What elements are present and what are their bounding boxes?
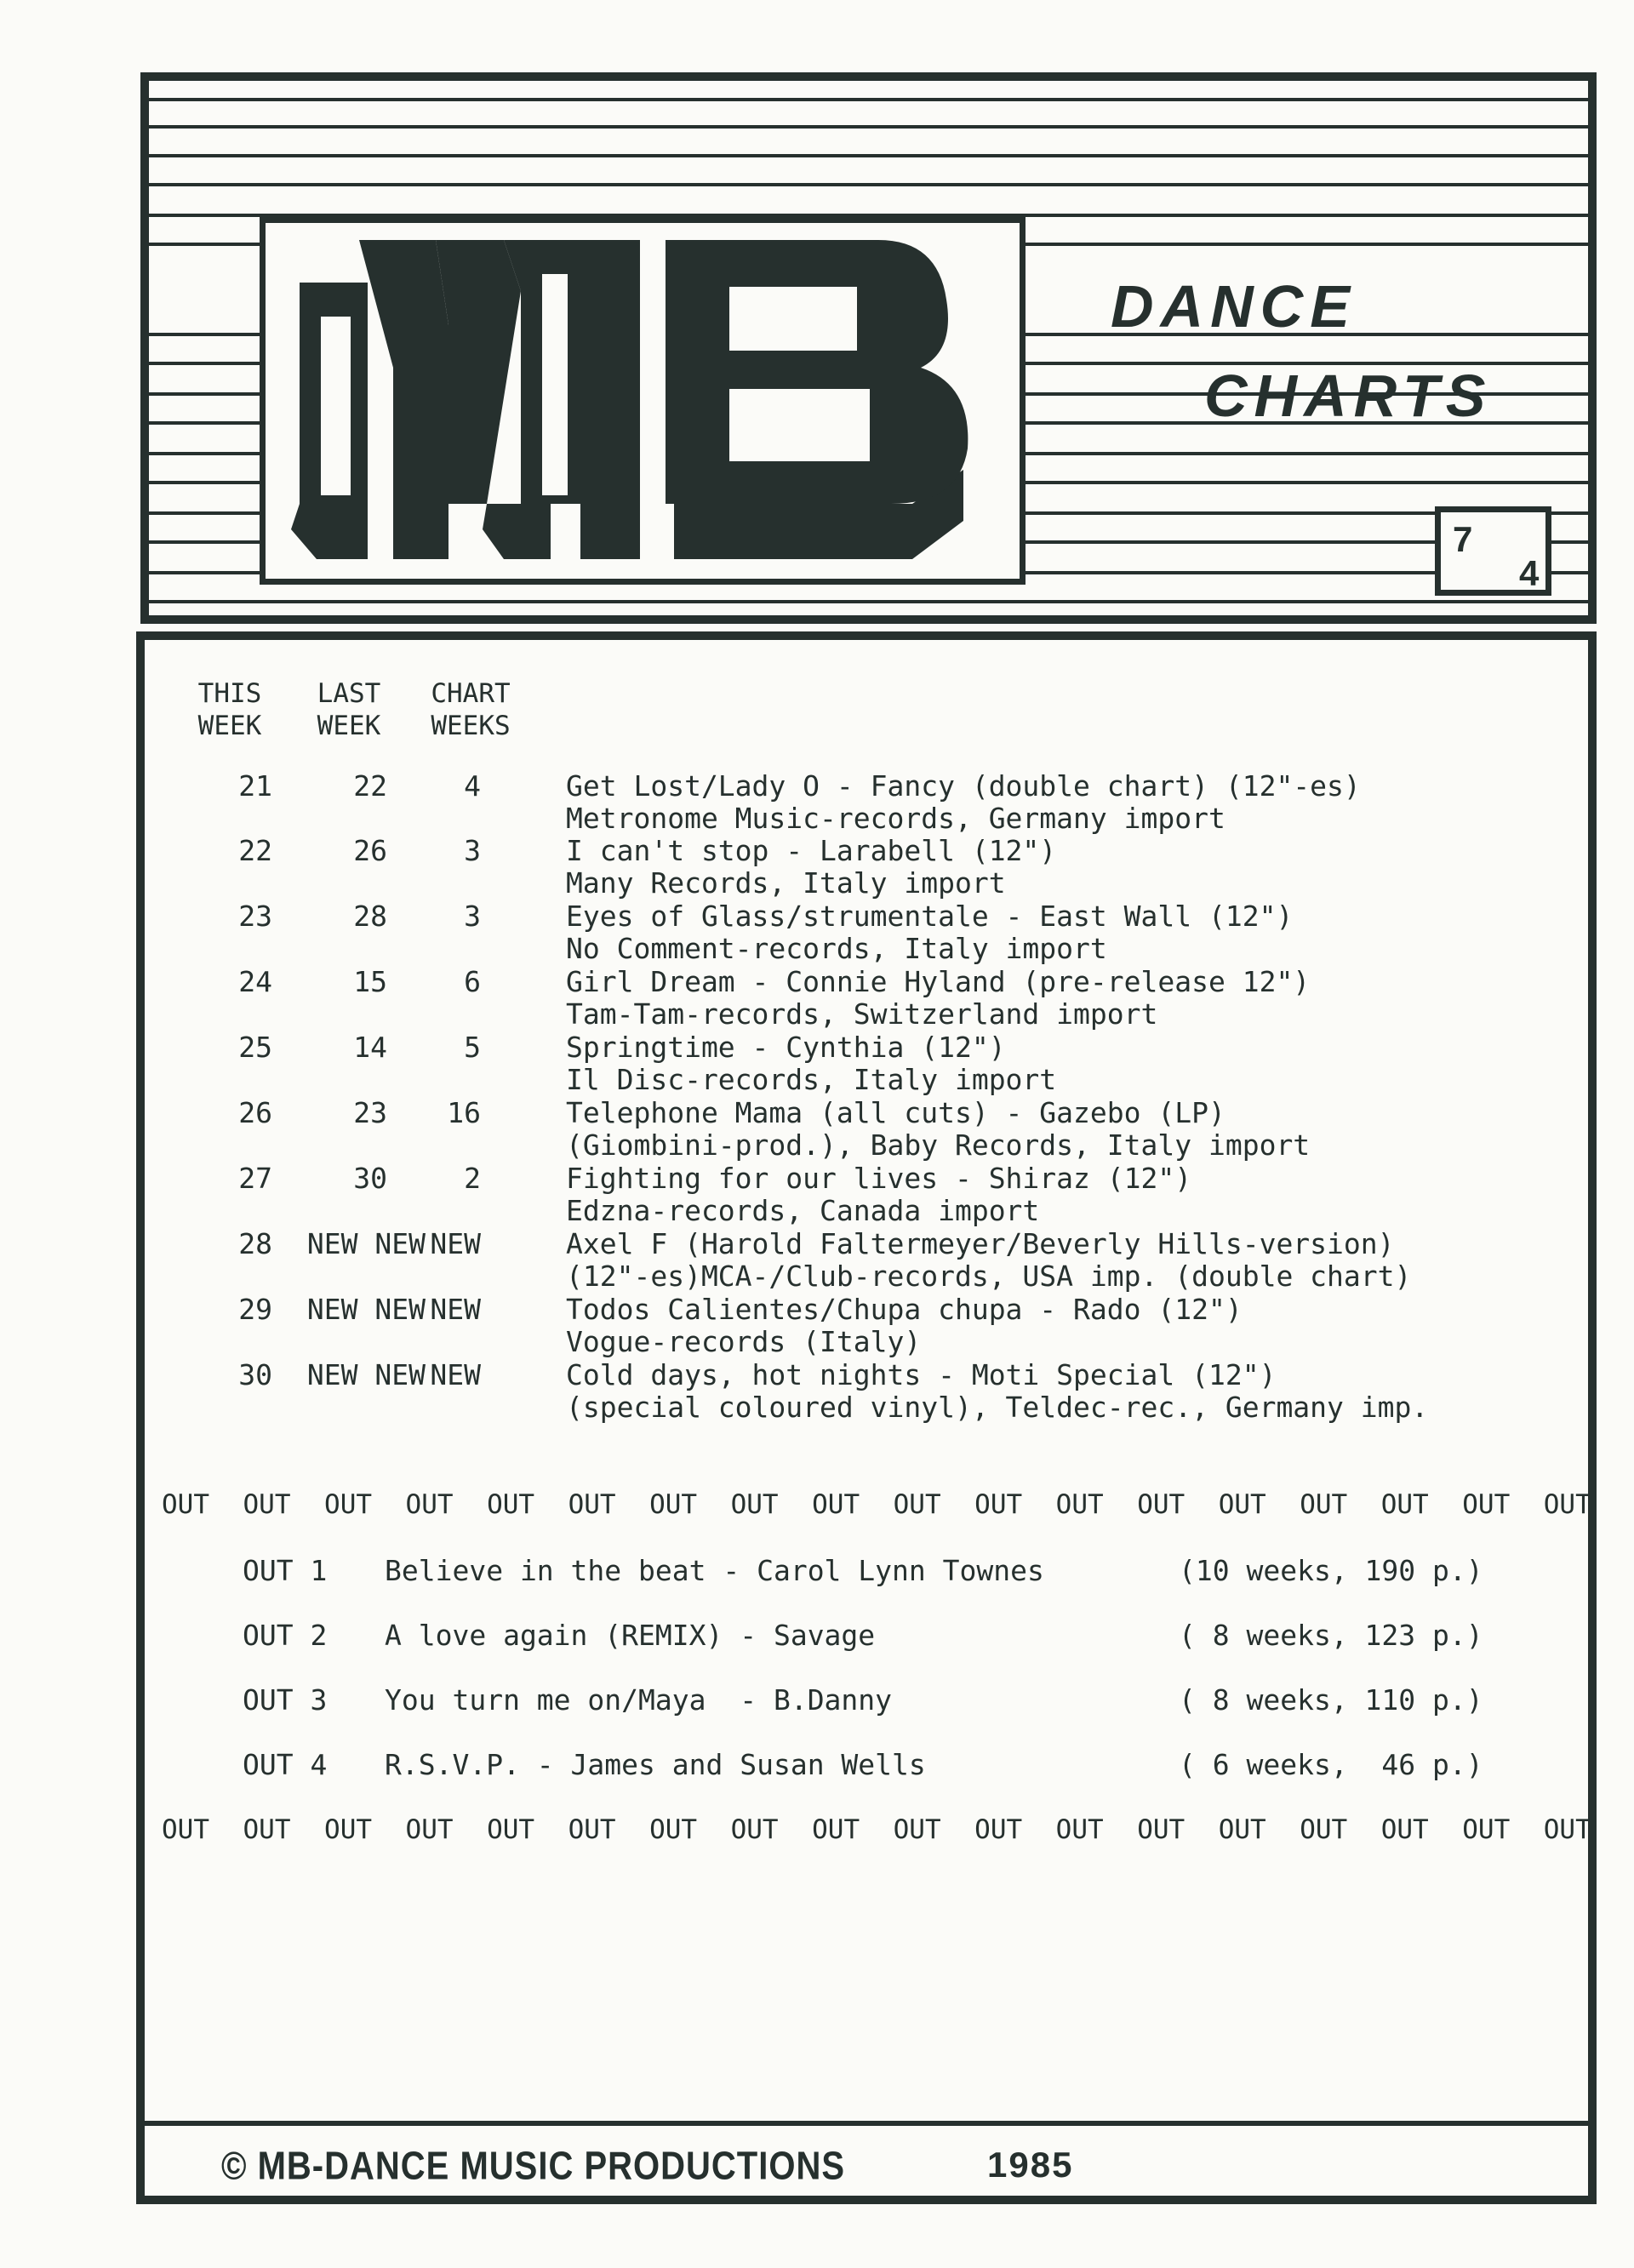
out-word: OUT bbox=[243, 1489, 291, 1520]
column-header-line: WEEK bbox=[317, 711, 381, 741]
out-word: OUT bbox=[1462, 1489, 1511, 1520]
last-week-position: NEW NEW bbox=[306, 1227, 426, 1260]
out-word: OUT bbox=[1543, 1814, 1591, 1845]
out-title: Believe in the beat - Carol Lynn Townes bbox=[385, 1554, 1044, 1587]
out-word: OUT bbox=[405, 1814, 454, 1845]
entry-label: Edzna-records, Canada import bbox=[566, 1194, 1040, 1227]
column-header-line: THIS bbox=[197, 678, 262, 709]
last-week-position: NEW NEW bbox=[306, 1358, 426, 1391]
chart-entry bbox=[145, 834, 1591, 899]
chart-entry bbox=[145, 1162, 1591, 1226]
chart-entry bbox=[145, 1096, 1591, 1161]
last-week-position: 22 bbox=[353, 769, 387, 803]
last-week-position: 15 bbox=[353, 965, 387, 998]
last-week-position: 23 bbox=[353, 1096, 387, 1129]
logo bbox=[260, 217, 1026, 585]
header-stripe bbox=[149, 98, 1588, 101]
entry-title: I can't stop - Larabell (12") bbox=[566, 834, 1057, 867]
entry-title: Fighting for our lives - Shiraz (12") bbox=[566, 1162, 1192, 1195]
column-header-last-week bbox=[294, 677, 404, 742]
this-week-position: 22 bbox=[238, 834, 272, 867]
column-header-this-week bbox=[174, 677, 285, 742]
footer-divider bbox=[145, 2121, 1588, 2126]
header-stripe bbox=[149, 154, 1588, 157]
last-week-position: 14 bbox=[353, 1031, 387, 1064]
last-week-position: 30 bbox=[353, 1162, 387, 1195]
entry-title: Springtime - Cynthia (12") bbox=[566, 1031, 1006, 1064]
this-week-position: 21 bbox=[238, 769, 272, 803]
out-word: OUT bbox=[1218, 1814, 1266, 1845]
out-word: OUT bbox=[487, 1814, 535, 1845]
entry-label: (12"-es)MCA-/Club-records, USA imp. (double chart) bbox=[566, 1260, 1412, 1293]
chart-entry bbox=[145, 1293, 1591, 1357]
chart-weeks: 3 bbox=[464, 834, 481, 867]
chart-entry bbox=[145, 1031, 1591, 1095]
out-word: OUT bbox=[1380, 1489, 1429, 1520]
out-word: OUT bbox=[1055, 1814, 1104, 1845]
out-stats: (10 weeks, 190 p.) bbox=[1179, 1554, 1483, 1587]
out-word: OUT bbox=[243, 1814, 291, 1845]
out-word: OUT bbox=[812, 1814, 860, 1845]
out-word: OUT bbox=[649, 1814, 698, 1845]
footer-copyright: © MB-DANCE MUSIC PRODUCTIONS bbox=[221, 2145, 846, 2188]
out-word: OUT bbox=[1300, 1489, 1348, 1520]
chart-weeks: 3 bbox=[464, 900, 481, 933]
out-title: A love again (REMIX) - Savage bbox=[385, 1619, 876, 1652]
header-stripe bbox=[149, 125, 1588, 129]
last-week-position: 26 bbox=[353, 834, 387, 867]
chart-entry bbox=[145, 769, 1591, 834]
this-week-position: 24 bbox=[238, 965, 272, 998]
this-week-position: 30 bbox=[238, 1358, 272, 1391]
out-word: OUT bbox=[730, 1489, 779, 1520]
chart-entry bbox=[145, 1358, 1591, 1423]
entry-label: Metronome Music-records, Germany import bbox=[566, 802, 1226, 835]
out-word: OUT bbox=[1218, 1489, 1266, 1520]
out-word: OUT bbox=[812, 1489, 860, 1520]
this-week-position: 26 bbox=[238, 1096, 272, 1129]
title-charts: CHARTS bbox=[1204, 363, 1493, 429]
out-word: OUT bbox=[568, 1489, 616, 1520]
entry-title: Cold days, hot nights - Moti Special (12") bbox=[566, 1358, 1277, 1391]
chart-weeks: NEW bbox=[430, 1227, 481, 1260]
column-header-line: WEEKS bbox=[431, 711, 511, 741]
title-dance: DANCE bbox=[1111, 273, 1357, 340]
this-week-position: 28 bbox=[238, 1227, 272, 1260]
header-stripe bbox=[149, 183, 1588, 186]
out-title: You turn me on/Maya - B.Danny bbox=[385, 1683, 893, 1717]
this-week-position: 25 bbox=[238, 1031, 272, 1064]
column-header-chart-weeks bbox=[415, 677, 526, 742]
out-tag: OUT 1 bbox=[243, 1554, 328, 1587]
entry-label: (special coloured vinyl), Teldec-rec., Germany imp. bbox=[566, 1391, 1429, 1424]
out-word: OUT bbox=[1137, 1489, 1186, 1520]
out-banner-top bbox=[162, 1489, 1591, 1520]
out-word: OUT bbox=[1462, 1814, 1511, 1845]
column-header-line: CHART bbox=[431, 678, 511, 709]
out-word: OUT bbox=[568, 1814, 616, 1845]
out-tag: OUT 3 bbox=[243, 1683, 328, 1717]
out-word: OUT bbox=[162, 1489, 209, 1520]
out-stats: ( 6 weeks, 46 p.) bbox=[1179, 1748, 1483, 1781]
logo-mb-graphic bbox=[266, 223, 1020, 579]
chart-weeks: 5 bbox=[464, 1031, 481, 1064]
out-word: OUT bbox=[893, 1489, 941, 1520]
out-word: OUT bbox=[487, 1489, 535, 1520]
this-week-position: 27 bbox=[238, 1162, 272, 1195]
entry-title: Axel F (Harold Faltermeyer/Beverly Hills-version) bbox=[566, 1227, 1395, 1260]
chart-weeks: 2 bbox=[464, 1162, 481, 1195]
out-tag: OUT 4 bbox=[243, 1748, 328, 1781]
entry-title: Telephone Mama (all cuts) - Gazebo (LP) bbox=[566, 1096, 1226, 1129]
footer-year: 1985 bbox=[987, 2145, 1074, 2185]
out-word: OUT bbox=[1055, 1489, 1104, 1520]
out-stats: ( 8 weeks, 123 p.) bbox=[1179, 1619, 1483, 1652]
column-header-line: WEEK bbox=[197, 711, 262, 741]
last-week-position: 28 bbox=[353, 900, 387, 933]
chart-entry bbox=[145, 965, 1591, 1030]
this-week-position: 23 bbox=[238, 900, 272, 933]
out-word: OUT bbox=[730, 1814, 779, 1845]
last-week-position: NEW NEW bbox=[306, 1293, 426, 1326]
entry-label: Many Records, Italy import bbox=[566, 866, 1006, 900]
entry-title: Get Lost/Lady O - Fancy (double chart) (12"-es) bbox=[566, 769, 1361, 803]
out-word: OUT bbox=[974, 1489, 1023, 1520]
column-header-line: LAST bbox=[317, 678, 381, 709]
entry-label: Il Disc-records, Italy import bbox=[566, 1063, 1057, 1096]
out-word: OUT bbox=[324, 1814, 373, 1845]
out-tag: OUT 2 bbox=[243, 1619, 328, 1652]
out-word: OUT bbox=[1137, 1814, 1186, 1845]
chart-weeks: NEW bbox=[430, 1293, 481, 1326]
chart-entry bbox=[145, 900, 1591, 964]
header-stripe bbox=[149, 600, 1588, 603]
chart-frame bbox=[136, 631, 1597, 2204]
entry-title: Todos Calientes/Chupa chupa - Rado (12") bbox=[566, 1293, 1243, 1326]
chart-weeks: 16 bbox=[447, 1096, 481, 1129]
out-stats: ( 8 weeks, 110 p.) bbox=[1179, 1683, 1483, 1717]
out-banner-bottom bbox=[162, 1814, 1591, 1845]
entry-label: Vogue-records (Italy) bbox=[566, 1325, 922, 1358]
this-week-position: 29 bbox=[238, 1293, 272, 1326]
entry-label: No Comment-records, Italy import bbox=[566, 932, 1107, 965]
out-word: OUT bbox=[893, 1814, 941, 1845]
entry-label: (Giombini-prod.), Baby Records, Italy import bbox=[566, 1128, 1311, 1162]
out-word: OUT bbox=[649, 1489, 698, 1520]
out-word: OUT bbox=[324, 1489, 373, 1520]
out-word: OUT bbox=[1380, 1814, 1429, 1845]
chart-weeks: 4 bbox=[464, 769, 481, 803]
entry-title: Eyes of Glass/strumentale - East Wall (12") bbox=[566, 900, 1294, 933]
entry-title: Girl Dream - Connie Hyland (pre-release 12") bbox=[566, 965, 1311, 998]
out-word: OUT bbox=[162, 1814, 209, 1845]
entry-label: Tam-Tam-records, Switzerland import bbox=[566, 997, 1158, 1031]
header-banner bbox=[140, 72, 1597, 624]
out-word: OUT bbox=[405, 1489, 454, 1520]
out-word: OUT bbox=[1543, 1489, 1591, 1520]
out-word: OUT bbox=[974, 1814, 1023, 1845]
issue-year: 4 bbox=[1519, 553, 1540, 593]
chart-weeks: 6 bbox=[464, 965, 481, 998]
out-title: R.S.V.P. - James and Susan Wells bbox=[385, 1748, 926, 1781]
chart-entry bbox=[145, 1227, 1591, 1292]
chart-weeks: NEW bbox=[430, 1358, 481, 1391]
out-word: OUT bbox=[1300, 1814, 1348, 1845]
issue-week: 7 bbox=[1453, 519, 1473, 559]
issue-number-box bbox=[1435, 506, 1551, 596]
